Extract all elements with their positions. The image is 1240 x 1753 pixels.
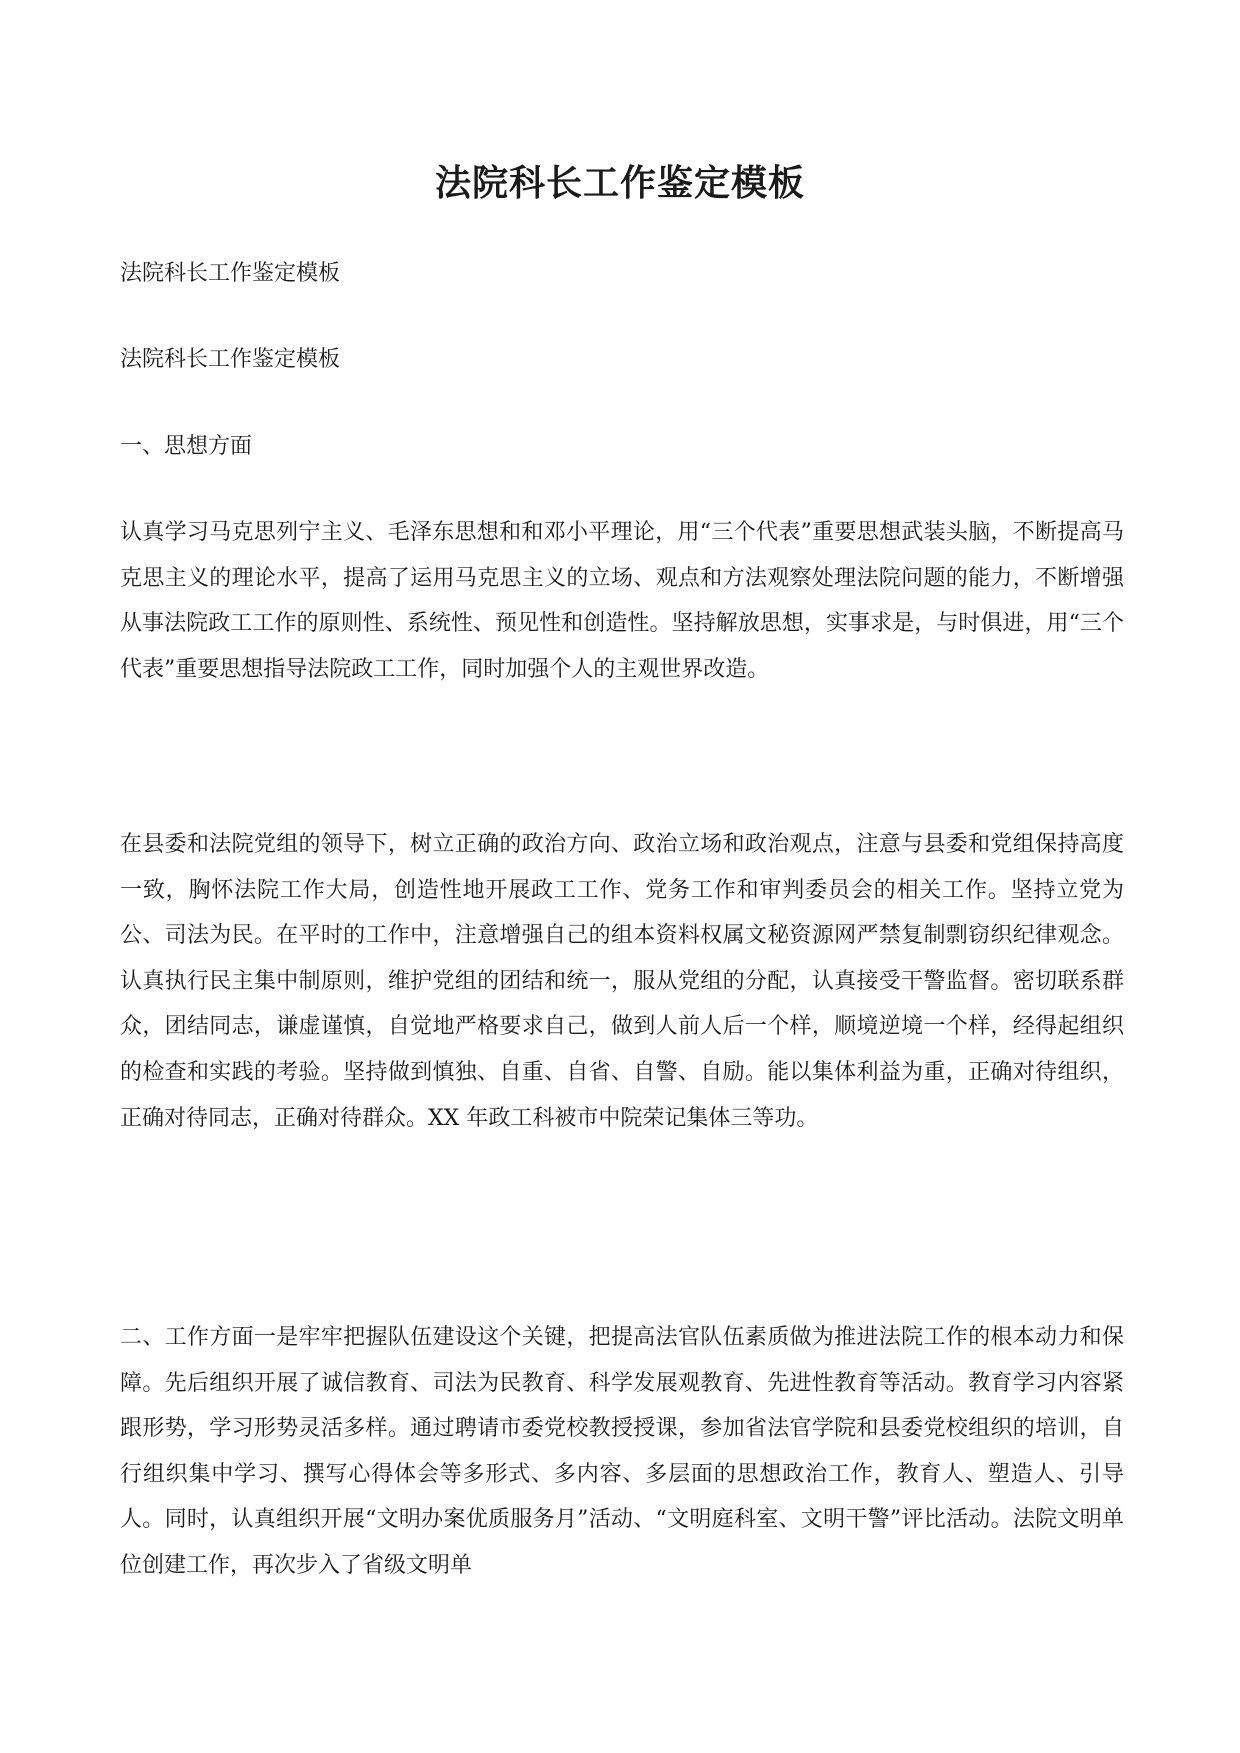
paragraph-work-aspect: 二、工作方面一是牢牢把握队伍建设这个关键，把提高法官队伍素质做为推进法院工作的根本动力和保障。先后组织开展了诚信教育、司法为民教育、科学发展观教育、先进性教育等活动。教育学习内容紧跟形势，学习形势灵活多样。通过聘请市委党校教授授课，参加省法官学院和县委党校组织的培训，自行组织集中学习、撰写心得体会等多形式、多内容、多层面的思想政治工作，教育人、塑造人、引导人。同时，认真组织开展“文明办案优质服务月”活动、“文明庭科室、文明干警”评比活动。法院文明单位创建工作，再次步入了省级文明单 xyxy=(120,1325,1124,1578)
paragraph-thought-study: 认真学习马克思列宁主义、毛泽东思想和和邓小平理论，用“三个代表”重要思想武装头脑，不断提高马克思主义的理论水平，提高了运用马克思主义的立场、观点和方法观察处理法院问题的能力，不断增强从事法院政工工作的原则性、系统性、预见性和创造性。坚持解放思想，实事求是，与时俱进，用“三个代表”重要思想指导法院政工工作，同时加强个人的主观世界改造。 xyxy=(120,520,1124,682)
document-title: 法院科长工作鉴定模板 xyxy=(434,162,805,204)
section-heading-thought: 一、思想方面 xyxy=(120,434,253,459)
paragraph-political-direction: 在县委和法院党组的领导下，树立正确的政治方向、政治立场和政治观点，注意与县委和党组保持高度一致，胸怀法院工作大局，创造性地开展政工工作、党务工作和审判委员会的相关工作。坚持立党为公、司法为民。在平时的工作中，注意增强自己的组本资料权属文秘资源网严禁复制剽窃织纪律观念。认真执行民主集中制原则，维护党组的团结和统一，服从党组的分配，认真接受干警监督。密切联系群众，团结同志，谦虚谨慎，自觉地严格要求自己，做到人前人后一个样，顺境逆境一个样，经得起组织的检查和实践的考验。坚持做到慎独、自重、自省、自警、自励。能以集体利益为重，正确对待组织，正确对待同志，正确对待群众。XX 年政工科被市中院荣记集体三等功。 xyxy=(120,832,1124,1131)
subtitle-line-2: 法院科长工作鉴定模板 xyxy=(120,347,341,372)
subtitle-line-1: 法院科长工作鉴定模板 xyxy=(120,261,341,286)
